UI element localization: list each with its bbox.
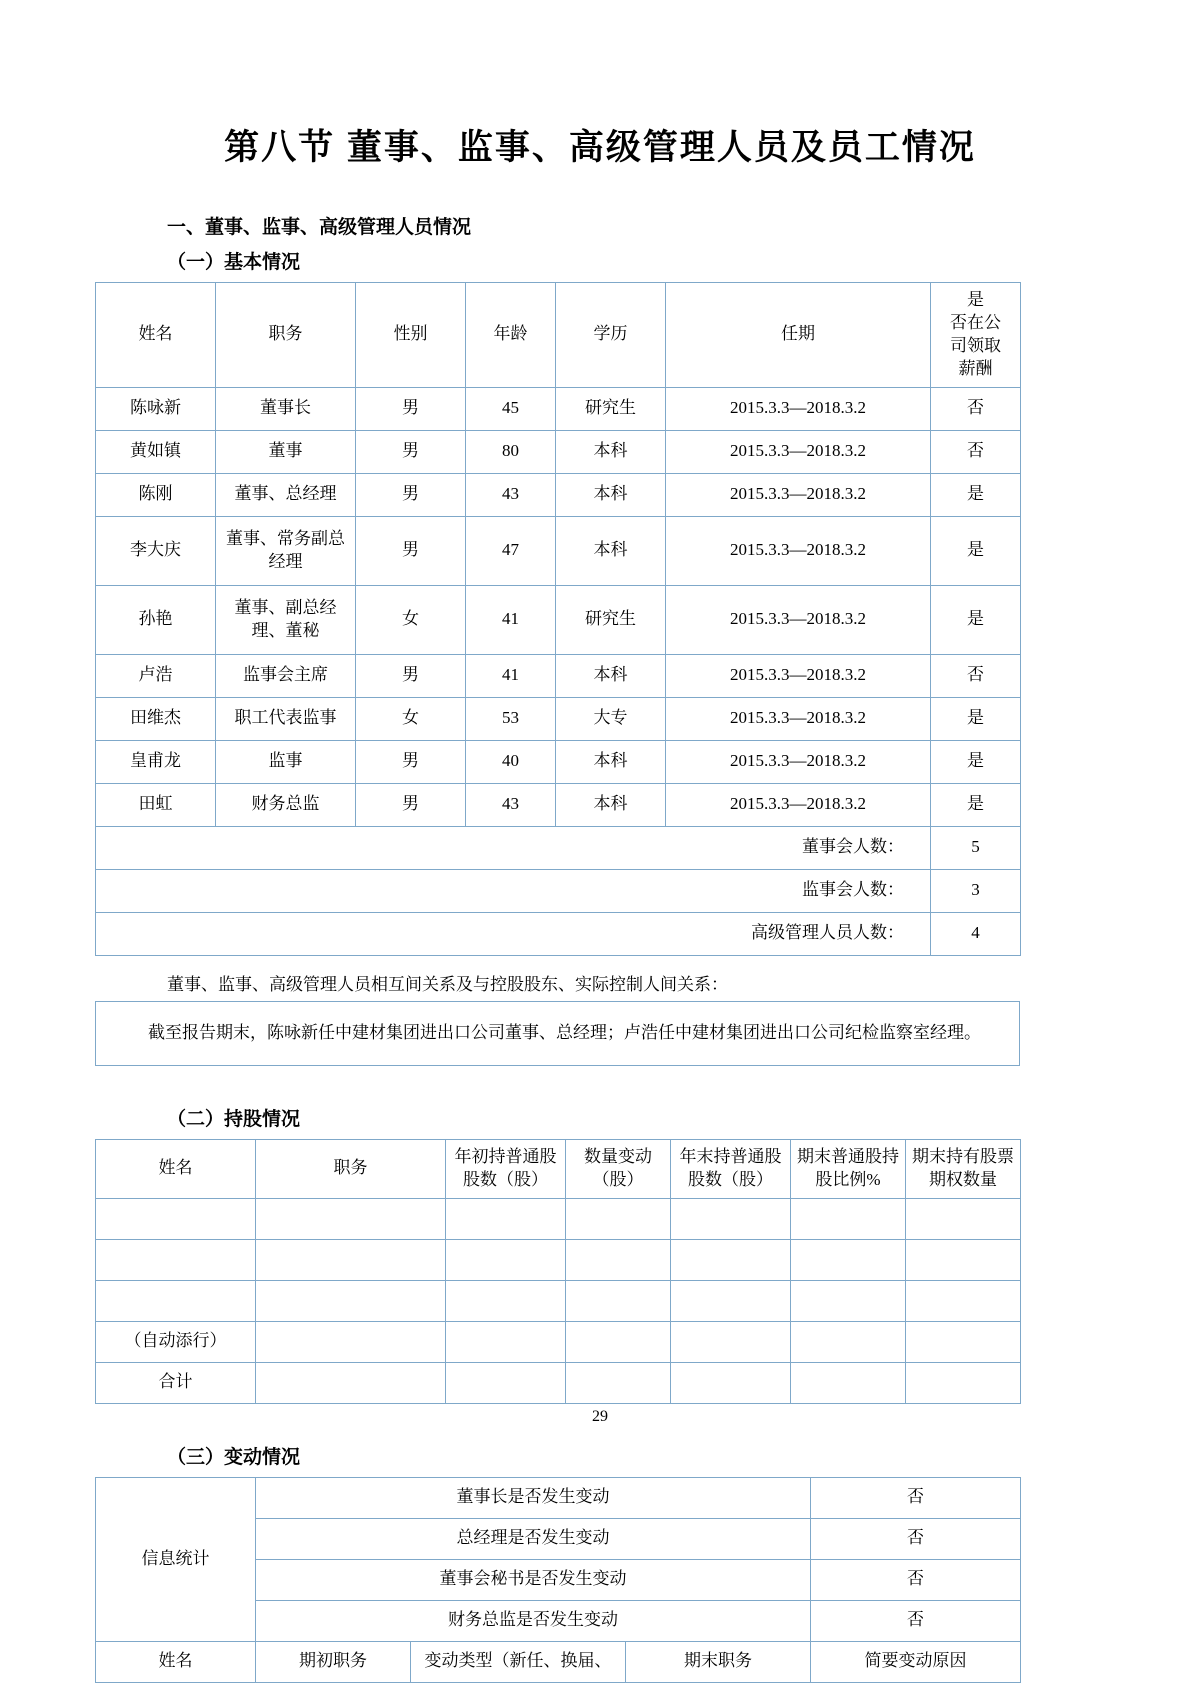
stat-value-gm: 否: [811, 1518, 1021, 1559]
cell-change-amount: [566, 1321, 671, 1362]
cell-name: 孙艳: [96, 585, 216, 654]
cell-gender: 男: [356, 387, 466, 430]
cell-position: 财务总监: [216, 783, 356, 826]
cell-education: 本科: [556, 783, 666, 826]
table-row: [96, 585, 1021, 654]
cell-begin-shares: [446, 1239, 566, 1280]
table-header-row: [96, 283, 1021, 388]
cell-change-amount: [566, 1362, 671, 1403]
basic-info-table-wrap: [95, 282, 1105, 956]
col-change-name: 姓名: [96, 1641, 256, 1682]
subsection-heading-basic: （一）基本情况: [167, 252, 301, 273]
cell-age: 43: [466, 783, 556, 826]
col-change-amount: 数量变动（股）: [566, 1139, 671, 1198]
cell-end-options: [906, 1362, 1021, 1403]
cell-change-amount: [566, 1198, 671, 1239]
cell-begin-shares: [446, 1198, 566, 1239]
cell-gender: 女: [356, 697, 466, 740]
col-gender: 性别: [356, 283, 466, 388]
cell-position: 董事长: [216, 387, 356, 430]
col-age: 年龄: [466, 283, 556, 388]
table-row: [96, 1198, 1021, 1239]
cell-education: 研究生: [556, 387, 666, 430]
cell-begin-shares: [446, 1362, 566, 1403]
col-salary-line-2: 否在公: [950, 312, 1001, 332]
cell-position: 董事、常务副总经理: [216, 516, 356, 585]
col-name: 姓名: [96, 1139, 256, 1198]
cell-name: [96, 1239, 256, 1280]
col-salary-line-3: 司领取: [950, 335, 1001, 355]
col-education: 学历: [556, 283, 666, 388]
cell-age: 80: [466, 430, 556, 473]
table-row: [96, 1280, 1021, 1321]
cell-paid: 是: [931, 740, 1021, 783]
col-salary: [931, 283, 1021, 388]
table-row: [96, 387, 1021, 430]
cell-age: 53: [466, 697, 556, 740]
col-end-shares: 年末持普通股股数（股）: [671, 1139, 791, 1198]
cell-age: 47: [466, 516, 556, 585]
cell-position: 监事会主席: [216, 654, 356, 697]
table-row: [96, 697, 1021, 740]
cell-age: 41: [466, 585, 556, 654]
page-number: 29: [592, 1408, 608, 1425]
col-position: 职务: [256, 1139, 446, 1198]
stat-value-secretary: 否: [811, 1559, 1021, 1600]
change-stat-row: [96, 1477, 1021, 1518]
col-end-ratio: 期末普通股持股比例%: [791, 1139, 906, 1198]
cell-term: 2015.3.3—2018.3.2: [666, 585, 931, 654]
summary-label-board: 董事会人数：: [96, 826, 931, 869]
table-row: [96, 1239, 1021, 1280]
col-change-reason: 简要变动原因: [811, 1641, 1021, 1682]
cell-end-ratio: [791, 1321, 906, 1362]
cell-auto-add-label: （自动添行）: [96, 1321, 256, 1362]
cell-position: 董事、总经理: [216, 473, 356, 516]
stat-value-cfo: 否: [811, 1600, 1021, 1641]
table-row: [96, 473, 1021, 516]
cell-term: 2015.3.3—2018.3.2: [666, 740, 931, 783]
cell-end-shares: [671, 1280, 791, 1321]
summary-value-executives: 4: [931, 912, 1021, 955]
col-end-options: 期末持有股票期权数量: [906, 1139, 1021, 1198]
cell-term: 2015.3.3—2018.3.2: [666, 516, 931, 585]
cell-position: 董事、副总经理、董秘: [216, 585, 356, 654]
cell-education: 本科: [556, 473, 666, 516]
changes-table: [95, 1477, 1021, 1683]
cell-paid: 是: [931, 473, 1021, 516]
cell-name: 陈刚: [96, 473, 216, 516]
cell-gender: 男: [356, 740, 466, 783]
col-change-type: 变动类型（新任、换届、: [411, 1641, 626, 1682]
cell-change-amount: [566, 1280, 671, 1321]
stat-label-chairman: 董事长是否发生变动: [256, 1477, 811, 1518]
summary-label-executives: 高级管理人员人数：: [96, 912, 931, 955]
cell-education: 大专: [556, 697, 666, 740]
col-change-end-position: 期末职务: [626, 1641, 811, 1682]
table-row: [96, 783, 1021, 826]
summary-value-board: 5: [931, 826, 1021, 869]
col-change-begin-position: 期初职务: [256, 1641, 411, 1682]
cell-paid: 否: [931, 430, 1021, 473]
cell-term: 2015.3.3—2018.3.2: [666, 783, 931, 826]
cell-position: [256, 1362, 446, 1403]
cell-begin-shares: [446, 1321, 566, 1362]
shareholding-header-row: [96, 1139, 1021, 1198]
summary-value-supervisors: 3: [931, 869, 1021, 912]
cell-paid: 是: [931, 783, 1021, 826]
table-row: [96, 654, 1021, 697]
cell-gender: 男: [356, 783, 466, 826]
col-salary-line-1: 是: [967, 290, 984, 309]
subsection-heading-changes: （三）变动情况: [167, 1446, 301, 1468]
summary-row-supervisors: [96, 869, 1021, 912]
cell-name: 田虹: [96, 783, 216, 826]
stat-label-secretary: 董事会秘书是否发生变动: [256, 1559, 811, 1600]
relation-note-box: [95, 1001, 1020, 1066]
page-content: [95, 120, 1105, 1683]
cell-gender: 男: [356, 654, 466, 697]
cell-gender: 女: [356, 585, 466, 654]
stat-value-chairman: 否: [811, 1477, 1021, 1518]
cell-total-label: 合计: [96, 1362, 256, 1403]
cell-age: 41: [466, 654, 556, 697]
cell-begin-shares: [446, 1280, 566, 1321]
table-row: [96, 740, 1021, 783]
section-heading-one: 一、董事、监事、高级管理人员情况: [167, 217, 472, 238]
cell-position: [256, 1239, 446, 1280]
table-row-total: [96, 1362, 1021, 1403]
shareholding-table: [95, 1139, 1021, 1404]
cell-education: 本科: [556, 654, 666, 697]
cell-term: 2015.3.3—2018.3.2: [666, 697, 931, 740]
cell-name: 卢浩: [96, 654, 216, 697]
cell-position: [256, 1198, 446, 1239]
cell-paid: 是: [931, 585, 1021, 654]
table-row-auto-add: [96, 1321, 1021, 1362]
cell-name: 皇甫龙: [96, 740, 216, 783]
cell-name: 田维杰: [96, 697, 216, 740]
cell-term: 2015.3.3—2018.3.2: [666, 473, 931, 516]
subsection-heading-shareholding: （二）持股情况: [167, 1108, 301, 1130]
cell-end-shares: [671, 1321, 791, 1362]
cell-position: 董事: [216, 430, 356, 473]
cell-end-shares: [671, 1198, 791, 1239]
relation-note-label: 董事、监事、高级管理人员相互间关系及与控股股东、实际控制人间关系：: [167, 974, 728, 994]
cell-gender: 男: [356, 516, 466, 585]
cell-education: 研究生: [556, 585, 666, 654]
stat-label-cfo: 财务总监是否发生变动: [256, 1600, 811, 1641]
cell-end-ratio: [791, 1280, 906, 1321]
cell-end-ratio: [791, 1362, 906, 1403]
cell-paid: 否: [931, 654, 1021, 697]
page-title: 第八节 董事、监事、高级管理人员及员工情况: [224, 128, 976, 167]
col-position: 职务: [216, 283, 356, 388]
cell-end-options: [906, 1321, 1021, 1362]
cell-education: 本科: [556, 516, 666, 585]
cell-end-options: [906, 1239, 1021, 1280]
cell-position: 监事: [216, 740, 356, 783]
cell-term: 2015.3.3—2018.3.2: [666, 387, 931, 430]
relation-note-text: 截至报告期末，陈咏新任中建材集团进出口公司董事、总经理；卢浩任中建材集团进出口公司纪检监察室经理。: [148, 1022, 981, 1042]
summary-label-supervisors: 监事会人数：: [96, 869, 931, 912]
cell-term: 2015.3.3—2018.3.2: [666, 430, 931, 473]
stat-label-gm: 总经理是否发生变动: [256, 1518, 811, 1559]
col-term: 任期: [666, 283, 931, 388]
cell-paid: 是: [931, 516, 1021, 585]
cell-end-shares: [671, 1239, 791, 1280]
cell-name: 陈咏新: [96, 387, 216, 430]
cell-end-shares: [671, 1362, 791, 1403]
cell-name: 黄如镇: [96, 430, 216, 473]
summary-row-executives: [96, 912, 1021, 955]
cell-paid: 是: [931, 697, 1021, 740]
cell-paid: 否: [931, 387, 1021, 430]
cell-change-amount: [566, 1239, 671, 1280]
col-name: 姓名: [96, 283, 216, 388]
cell-name: [96, 1280, 256, 1321]
cell-gender: 男: [356, 473, 466, 516]
cell-name: [96, 1198, 256, 1239]
cell-education: 本科: [556, 740, 666, 783]
cell-end-ratio: [791, 1198, 906, 1239]
cell-age: 43: [466, 473, 556, 516]
change-header-row: [96, 1641, 1021, 1682]
cell-end-options: [906, 1198, 1021, 1239]
cell-gender: 男: [356, 430, 466, 473]
col-begin-shares: 年初持普通股股数（股）: [446, 1139, 566, 1198]
cell-name: 李大庆: [96, 516, 216, 585]
cell-position: 职工代表监事: [216, 697, 356, 740]
summary-row-board: [96, 826, 1021, 869]
cell-education: 本科: [556, 430, 666, 473]
cell-end-options: [906, 1280, 1021, 1321]
basic-info-table: [95, 282, 1021, 956]
table-row: [96, 430, 1021, 473]
col-salary-line-4: 薪酬: [958, 358, 993, 378]
cell-age: 45: [466, 387, 556, 430]
cell-age: 40: [466, 740, 556, 783]
cell-term: 2015.3.3—2018.3.2: [666, 654, 931, 697]
cell-position: [256, 1280, 446, 1321]
table-row: [96, 516, 1021, 585]
cell-position: [256, 1321, 446, 1362]
info-stat-label: 信息统计: [96, 1477, 256, 1641]
cell-end-ratio: [791, 1239, 906, 1280]
